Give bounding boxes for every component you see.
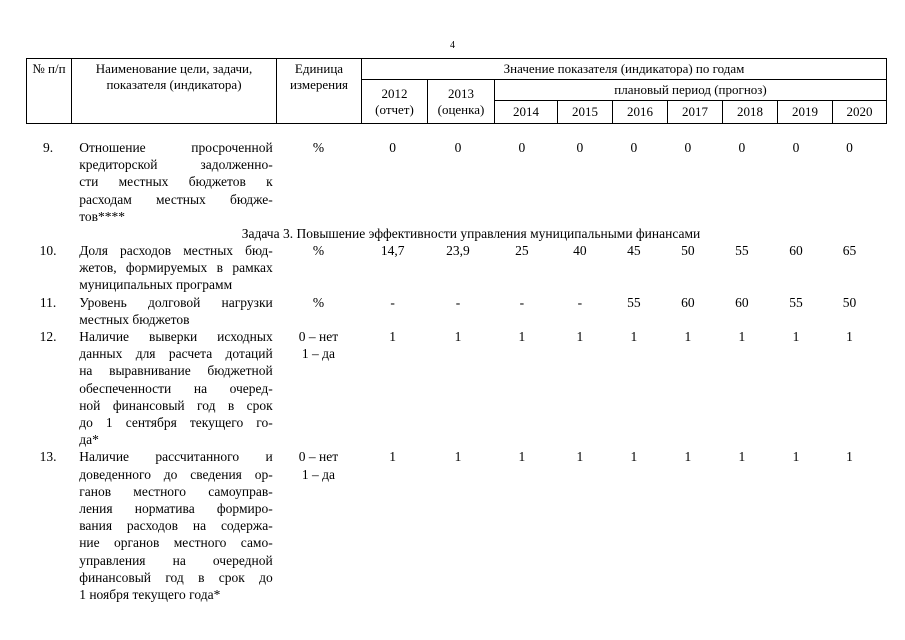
table-row xyxy=(26,139,876,225)
indicator-value: 1 xyxy=(630,329,638,345)
indicator-name-line: кредиторской задолженно- xyxy=(79,157,273,173)
indicator-name-line: Наличие выверки исходных xyxy=(79,329,273,345)
indicator-value: 50 xyxy=(842,294,857,310)
indicator-value: 1 xyxy=(738,449,746,465)
header-values: Значение показателя (индикатора) по годам xyxy=(362,59,887,80)
indicator-value: 1 xyxy=(454,329,462,345)
indicator-value: 25 xyxy=(515,243,529,259)
indicator-value: 65 xyxy=(842,243,857,259)
indicator-value: 23,9 xyxy=(446,243,470,259)
indicator-value: 0 xyxy=(576,140,584,155)
unit-line: 0 – нет xyxy=(298,449,339,465)
indicator-value: 0 xyxy=(630,140,638,155)
indicator-name-line: Доля расходов местных бюд- xyxy=(79,243,273,259)
indicator-value: 0 xyxy=(738,140,746,155)
indicator-value: 50 xyxy=(681,243,695,259)
indicator-name-line: местных бюджетов xyxy=(79,311,190,327)
indicator-name-line: жетов, формируемых в рамках xyxy=(79,260,273,276)
indicator-name-line: 1 ноября текущего года* xyxy=(79,587,221,603)
unit-of-measure xyxy=(277,139,361,156)
unit-line: % xyxy=(312,140,325,155)
table-header xyxy=(26,58,887,124)
header-year: 2018 xyxy=(723,101,778,124)
header-year: 2016 xyxy=(613,101,668,124)
table-row xyxy=(26,328,876,448)
indicator-value: 1 xyxy=(518,329,526,345)
indicator-value: 1 xyxy=(792,329,800,345)
indicator-value: 1 xyxy=(684,329,692,345)
header-year: 2015 xyxy=(558,101,613,124)
indicator-value: 55 xyxy=(789,294,803,310)
indicator-name xyxy=(70,448,277,603)
indicator-name xyxy=(70,242,277,294)
indicator-name-line: до 1 сентября текущего го- xyxy=(79,415,273,431)
indicator-value: 1 xyxy=(846,329,853,345)
indicator-value: 1 xyxy=(792,449,800,465)
indicator-name-line: управления на очередной xyxy=(79,552,273,568)
indicator-name-line: финансовый год в срок до xyxy=(79,569,273,585)
indicator-value: - xyxy=(390,294,395,310)
indicator-name-line: ления норматива формиро- xyxy=(79,501,273,517)
indicator-name-line: вания расходов на содержа- xyxy=(79,518,273,534)
row-number: 11. xyxy=(39,294,57,310)
header-year-2012: 2012 (отчет) xyxy=(362,80,428,124)
indicator-value: 45 xyxy=(627,243,641,259)
indicator-name-line: данных для расчета дотаций xyxy=(79,346,273,362)
indicator-name-line: Отношение просроченной xyxy=(79,140,273,155)
indicator-value: 1 xyxy=(518,449,526,465)
indicator-value: 40 xyxy=(573,243,587,259)
indicator-value: 1 xyxy=(576,329,584,345)
indicator-name-line: обеспеченности на очеред- xyxy=(79,380,273,396)
indicator-value: 0 xyxy=(846,140,853,155)
header-name: Наименование цели, задачи, показателя (индикатора) xyxy=(72,59,277,124)
indicator-value: 1 xyxy=(454,449,462,465)
indicator-name-line: Уровень долговой нагрузки xyxy=(79,294,273,310)
indicator-value: 55 xyxy=(735,243,749,259)
table-row xyxy=(26,242,876,294)
unit-of-measure xyxy=(277,294,361,311)
indicator-value: 60 xyxy=(681,294,695,310)
row-number: 9. xyxy=(43,140,54,155)
unit-of-measure xyxy=(277,328,361,362)
indicator-name-line: на выравнивание бюджетной xyxy=(79,363,273,379)
header-year: 2019 xyxy=(778,101,833,124)
indicator-value: 1 xyxy=(630,449,638,465)
table-body xyxy=(26,139,876,603)
unit-line: 1 – да xyxy=(301,466,336,482)
header-year: 2020 xyxy=(833,101,887,124)
row-number: 13. xyxy=(39,449,57,465)
header-planned-period: плановый период (прогноз) xyxy=(495,80,887,101)
indicator-value: - xyxy=(519,294,525,310)
indicator-name-line: ной финансовый год в срок xyxy=(79,397,273,413)
unit-line: % xyxy=(312,294,325,310)
header-year: 2014 xyxy=(495,101,558,124)
indicator-name-line: муниципальных программ xyxy=(79,277,233,293)
indicator-value: 60 xyxy=(735,294,749,310)
task-3-heading: Задача 3. Повышение эффективности управления муниципальными финансами xyxy=(241,226,701,242)
indicator-name-line: ние органов местного само- xyxy=(79,535,273,551)
indicator-value: 0 xyxy=(389,140,397,155)
indicator-value: 1 xyxy=(738,329,746,345)
row-number: 12. xyxy=(39,329,57,345)
unit-of-measure xyxy=(277,448,361,482)
indicator-name-line: Наличие рассчитанного и xyxy=(79,449,273,465)
indicator-name-line: тов**** xyxy=(79,208,126,224)
indicator-value: 1 xyxy=(389,329,397,345)
indicator-value: - xyxy=(455,294,461,310)
header-unit: Единица измерения xyxy=(277,59,362,124)
table-row xyxy=(26,294,876,328)
page-number: 4 xyxy=(450,40,455,51)
indicator-value: 60 xyxy=(789,243,803,259)
indicator-name-line: доведенного до сведения ор- xyxy=(79,466,273,482)
header-year: 2017 xyxy=(668,101,723,124)
indicator-value: 0 xyxy=(792,140,800,155)
indicator-value: 1 xyxy=(389,449,397,465)
unit-line: % xyxy=(312,243,325,259)
indicator-value: 0 xyxy=(518,140,526,155)
indicator-value: 1 xyxy=(684,449,692,465)
indicator-name xyxy=(70,328,277,448)
indicator-name xyxy=(70,139,277,225)
indicator-name-line: сти местных бюджетов к xyxy=(79,174,273,190)
indicator-name-line: да* xyxy=(79,432,99,448)
row-number: 10. xyxy=(39,243,57,259)
indicator-name xyxy=(70,294,277,328)
indicator-value: 55 xyxy=(627,294,641,310)
indicator-value: 1 xyxy=(846,449,853,465)
header-number: № п/п xyxy=(27,59,72,124)
indicator-value: 1 xyxy=(576,449,584,465)
indicator-value: 0 xyxy=(454,140,462,155)
table-row xyxy=(26,448,876,603)
indicator-name-line: расходам местных бюдже- xyxy=(79,191,273,207)
unit-of-measure xyxy=(277,242,361,259)
unit-line: 1 – да xyxy=(301,346,336,362)
indicator-value: 0 xyxy=(684,140,692,155)
header-year-2013: 2013 (оценка) xyxy=(428,80,495,124)
indicator-value: - xyxy=(577,294,583,310)
unit-line: 0 – нет xyxy=(298,329,339,345)
indicator-value: 14,7 xyxy=(380,243,405,259)
indicator-name-line: ганов местного самоуправ- xyxy=(79,483,273,499)
